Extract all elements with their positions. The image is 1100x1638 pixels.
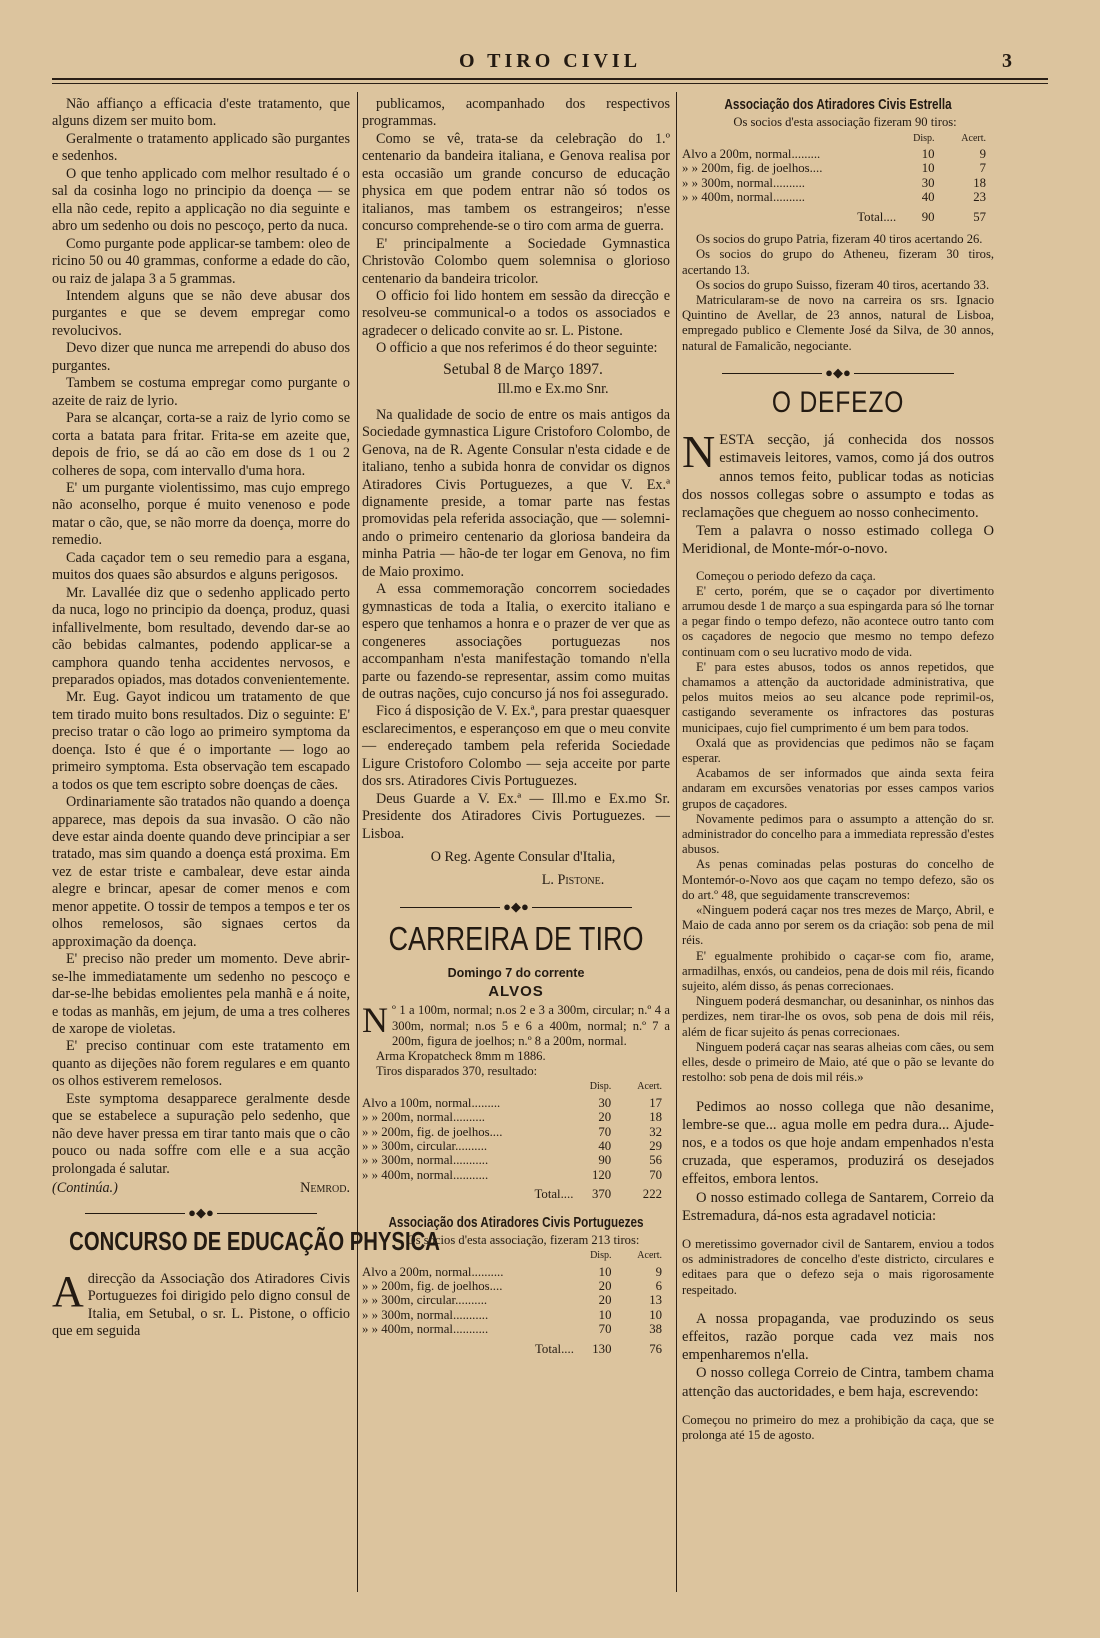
assoc-estrella-intro: Os socios d'esta associação fizeram 90 tiros: [733, 115, 957, 130]
row-value: 10 [598, 1307, 612, 1322]
drop-cap: N [682, 426, 716, 478]
paragraph: E' preciso não preder um momento. Deve abrir-se-lhe immediatamente um sedenho no pescoço e dar-se-lhe bebidas emolientes pela manhã e á noite, e todas as manhãs, em jejum, de uma a tres colheres de xarope de violetas. [52, 951, 350, 1038]
letter-salutation: Ill.mo e Ex.mo Snr. [497, 381, 609, 398]
paragraph: Oxalá que as providencias que pedimos não se façam esperar. [682, 735, 994, 766]
row-label: » » 300m, normal........... [362, 1153, 489, 1168]
drop-cap: N [362, 1000, 388, 1041]
row-value: 70 [598, 1322, 612, 1337]
table-row [362, 1293, 670, 1307]
paragraph: Este symptoma desapparece geralmente desde que se estabelece a supuração pelo sedenho, que não deve haver pressa em tirar tanto mais que o cão pouco ou nada soffre com elle e a sua acção prolongada é salutar. [52, 1090, 350, 1177]
row-value: 20 [598, 1279, 612, 1294]
total-acert: 76 [649, 1341, 662, 1356]
row-label: Alvo a 100m, normal......... [362, 1095, 501, 1110]
letter-signature: L. Pistone. [541, 872, 605, 889]
table-row [362, 1265, 670, 1279]
paragraph: Começou o periodo defezo da caça. [696, 568, 876, 583]
row-label: Alvo a 200m, normal......... [682, 147, 821, 162]
table-row [682, 176, 994, 190]
table-row [682, 190, 994, 204]
column-header: Disp. [913, 132, 935, 144]
paragraph: Pedimos ao nosso collega que não desanime, lembre-se que... agua molle em pedra dura... Ajude-nos, e a todos os que hoje andam empenhados n'esta cruzada, que esperamos, produzirá os desejados effeitos, embora lentos. [682, 1098, 994, 1188]
results-table-portuguezes [362, 1248, 670, 1356]
row-value: 7 [979, 161, 986, 176]
row-label: » » 300m, circular.......... [362, 1293, 488, 1308]
row-label: » » 200m, fig. de joelhos.... [362, 1279, 503, 1294]
masthead-title: O TIRO CIVIL [458, 50, 642, 72]
page-number: 3 [1002, 50, 1012, 72]
paragraph: publicamos, acompanhado dos respectivos programmas. [362, 96, 670, 130]
row-label: » » 300m, circular.......... [362, 1138, 488, 1153]
row-value: 13 [649, 1293, 662, 1308]
concurso-intro: Adirecção da Associação dos Atiradores Civis Portuguezes foi dirigido pelo digno consul de Italia, em Setubal, o sr. L. Pistone, o officio que em seguida [52, 1267, 350, 1340]
paragraph: Ordinariamente são tratados não quando a doença apparece, mas depois da sua invasão. O cão não deve estar ainda doente quando deve principiar a ser tratado, mas sim quando a doença está proxima. Em vez de estar triste e cambalear, deve estar ainda alegre e brincar, apesar de comer menos e com menor appetite. O tossir de tempos a tempos e ter os olhos remelosos, são signaes certos da approximação da doença. [52, 794, 350, 950]
paragraph: O que tenho applicado com melhor resultado é o sal da cosinha logo no principio da doença — se ella não cede, repito a applicação no dia seguinte e abro um sedenho ou dois no pescoço, perto da nuca. [52, 165, 350, 235]
carreira-alvos: ALVOS [488, 982, 544, 1000]
paragraph: Acabamos de ser informados que ainda sexta feira andaram em excursões venatorias por esses campos varios grupos de caçadores. [682, 766, 994, 811]
row-value: 70 [649, 1167, 662, 1182]
paragraph: Como se vê, trata-se da celebração do 1.º centenario da bandeira italiana, e Genova realisa por esta occasião um grande concurso de educação physica em que podem entrar não só todos os italianos, mas tambem os estrangeiros; n'esse concurso comprehende-se o tiro com arma de guerra. [362, 130, 670, 235]
paragraph: Ninguem poderá caçar nas searas alheias com cães, ou sem elles, desde o primeiro de Maio, até que o pão se levante do restolho: sob pena de dois mil réis.» [682, 1039, 994, 1085]
heading-concurso: CONCURSO DE EDUCAÇÃO PHYSICA [69, 1226, 440, 1256]
row-value: 10 [649, 1307, 662, 1322]
consul-letter [362, 407, 670, 843]
row-label: » » 400m, normal.......... [682, 190, 805, 205]
tiros-line: Tiros disparados 370, resultado: [376, 1064, 538, 1079]
article-concurso-cont [362, 96, 670, 358]
table-row [362, 1279, 670, 1293]
row-value: 23 [973, 190, 986, 205]
row-label: » » 400m, normal........... [362, 1167, 489, 1182]
column-header: Acert. [637, 1250, 662, 1262]
row-value: 30 [598, 1095, 612, 1110]
total-disp: 90 [921, 209, 935, 224]
row-value: 9 [655, 1264, 662, 1279]
table-row [682, 161, 994, 175]
row-label: » » 300m, normal.......... [682, 175, 805, 190]
paragraph: Novamente pedimos para o assumpto a attenção do sr. administrador do concelho para a immediata repressão d'estes abusos. [682, 811, 994, 857]
paragraph: Mr. Lavallée diz que o sedenho applicado perto da nuca, logo no principio da doença, produz, quasi infallivelmente, bom resultado, devendo dar-se ao cão bebidas calmantes, podendo applicar-se a camphora quando tenha accidentes nervosos, e preparados opiados, mas dotados convenientemente. [52, 584, 350, 688]
row-value: 40 [598, 1138, 612, 1153]
alvos-description: Nº 1 a 100m, normal; n.os 2 e 3 a 300m, circular; n.º 4 a 300m, normal; n.os 5 e 6 a 400m, normal; n.º 7 a 200m, figura de joelhos; n.º 8 a 200m, normal. [362, 1000, 670, 1048]
row-value: 70 [598, 1124, 612, 1139]
row-value: 10 [598, 1264, 612, 1279]
defezo-commentary [682, 1098, 994, 1225]
quote-santarem: O meretissimo governador civil de Santarem, enviou a todos os administradores de concelho d'este districto, circulares e editaes para que o defezo seja o mais rigorosamente respeitado. [682, 1236, 994, 1297]
paragraph: Não affianço a efficacia d'este tratamento, que alguns dizem ser muito bom. [52, 96, 350, 130]
ornament-divider: ●◆● [682, 364, 994, 381]
row-value: 17 [649, 1095, 662, 1110]
row-value: 38 [649, 1322, 662, 1337]
results-table-estrella [682, 131, 994, 224]
table-row [682, 147, 994, 161]
paragraph: O officio foi lido hontem em sessão da direcção e resolveu-se communical-o a todos os associados e agradecer o delicado convite ao sr. L. Pistone. [362, 287, 670, 339]
paragraph: A essa commemoração concorrem sociedades gymnasticas de toda a Italia, o exercito italiano e espero que tenhamos a honra e o prazer de ver que as congeneres associações portuguezas nos accompanham n'esta manifestação tomando n'ella parte ou fazendo-se representar, assim como muitas de outras nações, cujo concurso já nos foi assegurado. [362, 581, 670, 702]
column-header: Disp. [589, 1081, 612, 1093]
heading-assoc-estrella: Associação dos Atiradores Civis Estrella [724, 96, 952, 113]
quote-meridional [682, 569, 994, 1086]
paragraph: Como purgante pode applicar-se tambem: oleo de ricino 50 ou 40 grammas, conforme a edade do cão, ou raiz de jalapa 3 a 5 grammas. [52, 235, 350, 287]
row-label: » » 400m, normal........... [362, 1322, 489, 1337]
column-3 [682, 96, 994, 1443]
row-value: 56 [649, 1153, 662, 1168]
continua-note: (Continúa.) [52, 1180, 118, 1197]
table-header-row [362, 1079, 670, 1095]
article-esgana [52, 96, 350, 1178]
paragraph: Ninguem poderá desmanchar, ou desaninhar, os ninhos das perdizes, nem tirar-lhe os ovos, sob pena de dois mil réis, além de ficar sujeito ás penas correcionaes. [682, 994, 994, 1039]
table-row [362, 1322, 670, 1336]
total-label: Total.... [534, 1187, 574, 1202]
header-rule-thin [52, 83, 1048, 84]
letter-closing: O Reg. Agente Consular d'Italia, [430, 849, 616, 866]
paragraph: Cada caçador tem o seu remedio para a esgana, muitos dos quaes são absurdos e alguns perigosos. [52, 549, 350, 584]
defezo-p2: Tem a palavra o nosso estimado collega O Meridional, de Monte-mór-o-novo. [682, 523, 994, 558]
paragraph: Os socios do grupo Patria, fizeram 40 tiros acertando 26. [696, 232, 983, 247]
paragraph: As penas cominadas pelas posturas do concelho de Montemór-o-Novo aos que caçam no tempo defezo, são os do art.º 48, que seguidamente transcrevemos: [682, 857, 994, 902]
total-acert: 222 [642, 1187, 662, 1202]
total-label: Total.... [857, 209, 897, 224]
article-signature-line [52, 1180, 350, 1197]
drop-cap: A [52, 1267, 84, 1316]
paragraph: E' certo, porém, que se o caçador por divertimento arrumou desde 1 de março a sua espingarda para só lhe tornar a pegar findo o tempo defezo, não acontece outro tanto com os caçadores de negocio que mesmo no tempo defezo continuam com o seu lucrativo modo de vida. [682, 583, 994, 659]
table-row [362, 1139, 670, 1153]
paragraph: Os socios do grupo do Atheneu, fizeram 30 tiros, acertando 13. [682, 247, 994, 277]
total-disp: 130 [592, 1341, 612, 1356]
row-value: 18 [973, 175, 986, 190]
row-label: » » 300m, normal........... [362, 1307, 489, 1322]
row-value: 40 [921, 190, 935, 205]
row-value: 32 [649, 1124, 662, 1139]
defezo-commentary-2 [682, 1310, 994, 1401]
quote-cintra: Começou no primeiro do mez a prohibição da caça, que se prolonga até 15 de agosto. [682, 1412, 994, 1442]
row-value: 120 [592, 1167, 612, 1182]
row-label: » » 200m, fig. de joelhos.... [682, 161, 823, 176]
arma-line: Arma Kropatcheck 8mm m 1886. [376, 1048, 546, 1063]
row-label: » » 200m, normal.......... [362, 1110, 485, 1125]
ornament-divider: ●◆● [362, 898, 670, 915]
table-row [362, 1110, 670, 1124]
paragraph: Na qualidade de socio de entre os mais antigos da Sociedade gymnastica Ligure Cristoforo Colombo, de Genova, na de R. Agente Consular n'esta cidade e de italiano, tenho a subida honra de convidar os dignos Atiradores Civis Portuguezes, a que V. Ex.ª dignamente preside, a tomar parte nas festas promovidas pela referida associação, que — solemni-ando o primeiro centenario da gloriosa bandeira da minha Patria — hão-de ter logar em Genova, no fim de Maio proximo. [362, 406, 670, 580]
column-divider-1 [357, 92, 358, 1592]
grupos-results [682, 232, 994, 354]
total-label: Total.... [535, 1341, 574, 1356]
paragraph: E' principalmente a Sociedade Gymnastica Christovão Colombo quem solemnisa o glorioso centenario da bandeira tricolor. [362, 235, 670, 287]
row-value: 30 [921, 175, 935, 190]
table-row [362, 1308, 670, 1322]
paragraph: Mr. Eug. Gayot indicou um tratamento de que tem tirado muito bons resultados. Diz o seguinte: E' preciso tratar o cão logo ao primeiro symptoma da doença. Isto é que é o importante — logo ao primeiro symptoma. Esta observação tem escapado a todos os que tem escripto sobre doenças de cães. [52, 689, 350, 793]
ornament-divider: ●◆● [52, 1204, 350, 1221]
paragraph: O officio a que nos referimos é do theor seguinte: [376, 340, 658, 357]
table-row [362, 1096, 670, 1110]
paragraph: O nosso collega Correio de Cintra, tambem chama attenção das auctoridades, e bem haja, escrevendo: [682, 1365, 994, 1400]
column-2 [362, 96, 670, 1356]
table-total-row [362, 1337, 670, 1356]
letter-dateline: Setubal 8 de Março 1897. [443, 360, 603, 378]
assoc-portuguezes-intro: Os socios d'esta associação, fizeram 213 tiros: [406, 1233, 640, 1248]
table-total-row [362, 1182, 670, 1201]
heading-assoc-portuguezes: Associação dos Atiradores Civis Portuguezes [388, 1213, 644, 1231]
row-value: 90 [598, 1153, 612, 1168]
table-header-row [362, 1248, 670, 1264]
row-value: 18 [649, 1110, 662, 1125]
defezo-intro: NESTA secção, já conhecida dos nossos estimaveis leitores, vamos, como já dos outros annos temos feito, publicar todas as noticias dos nossos collegas sobre o assumpto e todas as reclamações que cheguem ao nosso conhecimento. [682, 426, 994, 521]
row-value: 10 [921, 161, 935, 176]
table-row [362, 1153, 670, 1167]
paragraph: Os socios do grupo Suisso, fizeram 40 tiros, acertando 33. [696, 277, 990, 292]
row-label: » » 200m, fig. de joelhos.... [362, 1124, 503, 1139]
table-row [362, 1125, 670, 1139]
paragraph: A nossa propaganda, vae produzindo os seus effeitos, razão porque cada vez mais nos empenharemos n'ella. [682, 1310, 994, 1364]
header-rule [52, 78, 1048, 80]
paragraph: Devo dizer que nunca me arrependi do abuso dos purgantes. [52, 340, 350, 374]
column-header: Acert. [961, 132, 986, 144]
paragraph: Fico á disposição de V. Ex.ª, para prestar quaesquer esclarecimentos, e esperançoso em que o meu convite — endereçado tambem pela referida Sociedade Ligure Cristoforo Colombo — seja acceite por parte dos srs. Atiradores Civis Portuguezes. [362, 703, 670, 790]
author-signature: Nemrod. [300, 1180, 350, 1197]
column-header: Acert. [637, 1081, 662, 1093]
row-value: 29 [649, 1138, 662, 1153]
paragraph: E' um purgante violentissimo, mas cujo emprego não aconselho, porque é muito venenoso e pode matar o cão, que, se não morre da doença, morre do remedio. [52, 479, 350, 549]
paragraph: Para se alcançar, corta-se a raiz de lyrio como se corta a batata para fritar. Frita-se em azeite que, depois de frio, se dá ao cão em dose ds 1 ou 2 colheres de sopa, com intervallo d'uma hora. [52, 410, 350, 479]
paragraph: Deus Guarde a V. Ex.ª — Ill.mo e Ex.mo Sr. Presidente dos Atiradores Civis Portuguezes. — Lisboa. [362, 790, 670, 842]
table-header-row [682, 131, 994, 147]
row-value: 10 [921, 147, 935, 162]
paragraph: Geralmente o tratamento applicado são purgantes e sedenhos. [52, 130, 350, 165]
table-total-row [682, 205, 994, 224]
total-disp: 370 [592, 1187, 612, 1202]
table-row [362, 1168, 670, 1182]
column-divider-2 [676, 92, 677, 1592]
paragraph: E' egualmente prohibido o caçar-se com fio, arame, armadilhas, enxós, ou candeios, pena de dois mil réis, ficando sujeito, além disso, ás penas correcionaes. [682, 948, 994, 994]
heading-carreira: CARREIRA DE TIRO [388, 920, 644, 958]
paragraph: E' preciso continuar com este tratamento em quanto as dijeções não forem regulares e em quanto os olhos estiverem remelosos. [52, 1038, 350, 1090]
row-label: Alvo a 200m, normal.......... [362, 1264, 504, 1279]
row-value: 9 [979, 147, 986, 162]
paragraph: Intendem alguns que se não deve abusar dos purgantes e que se devem empregar como revolucivos. [52, 287, 350, 339]
paragraph: «Ninguem poderá caçar nos tres mezes de Março, Abril, e Maio de cada anno por serem os da criação: sob pena de mil réis. [682, 903, 994, 948]
row-value: 20 [598, 1110, 612, 1125]
paragraph: O nosso estimado collega de Santarem, Correio da Estremadura, dá-nos esta agradavel noticia: [682, 1189, 994, 1224]
row-value: 6 [655, 1279, 662, 1294]
paragraph: Matricularam-se de novo na carreira os srs. Ignacio Quintino de Avellar, de 23 annos, natural de Lisboa, empregado publico e Clemente José da Silva, de 30 annos, natural de Famalicão, negociante. [682, 292, 994, 353]
heading-defezo: O DEFEZO [771, 386, 905, 420]
column-header: Disp. [590, 1250, 612, 1262]
row-value: 20 [598, 1293, 612, 1308]
total-acert: 57 [973, 209, 986, 224]
paragraph: Tambem se costuma empregar como purgante o azeite de raiz de lyrio. [52, 375, 350, 409]
paragraph: E' para estes abusos, todos os annos repetidos, que chamamos a attenção da auctoridade administrativa, que pelos muitos meios ao seu alcance pode reprimil-os, castigando severamente os infractores das posturas municipaes, cujo fiel cumprimento é um bem para todos. [682, 659, 994, 735]
results-table-carreira [362, 1079, 670, 1201]
carreira-date: Domingo 7 do corrente [447, 966, 585, 981]
